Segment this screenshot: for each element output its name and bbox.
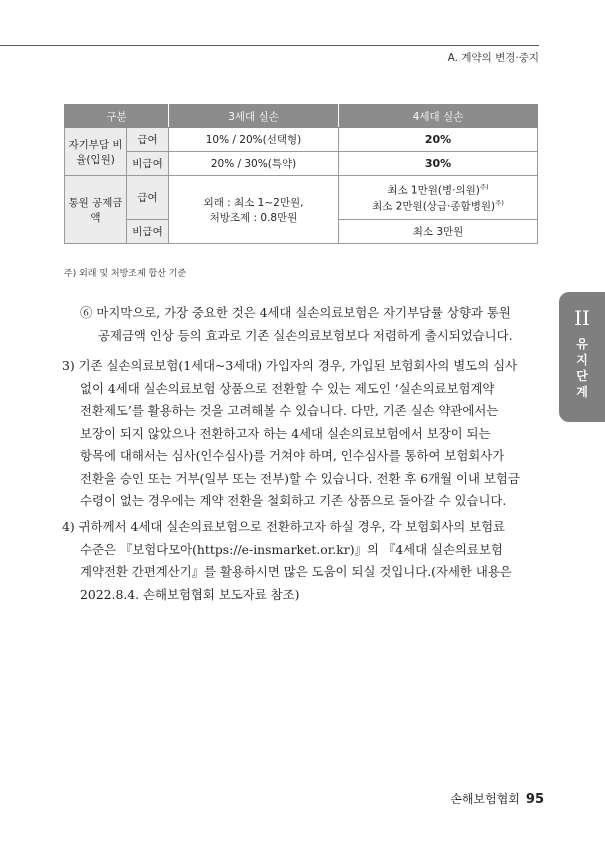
cell-value: 10% / 20%(선택형) xyxy=(169,128,339,152)
header-4th-gen: 4세대 실손 xyxy=(339,105,538,128)
cell-value: 최소 3만원 xyxy=(339,220,538,244)
nonbenefit-label: 비급여 xyxy=(127,220,169,244)
comparison-table xyxy=(64,104,538,244)
list-marker: 3) xyxy=(62,358,75,373)
footer-org: 손해보험협회 xyxy=(450,792,520,806)
table-row xyxy=(65,176,538,220)
cell-value: 30% xyxy=(339,152,538,176)
benefit-label: 급여 xyxy=(127,128,169,152)
cell-value: 20% / 30%(특약) xyxy=(169,152,339,176)
chapter-title: 유 지 단 계 xyxy=(576,337,588,399)
header-3rd-gen: 3세대 실손 xyxy=(169,105,339,128)
section-title: A. 계약의 변경·중지 xyxy=(447,52,539,64)
benefit-label: 급여 xyxy=(127,176,169,220)
header-rule xyxy=(0,45,539,46)
list-marker: ⑥ xyxy=(80,305,93,320)
chapter-numeral: II xyxy=(574,306,590,330)
nonbenefit-label: 비급여 xyxy=(127,152,169,176)
table-row xyxy=(65,128,538,152)
table-footnote: 주) 외래 및 처방조제 합산 기준 xyxy=(64,269,187,279)
table-header-row xyxy=(65,105,538,128)
list-marker: 4) xyxy=(62,519,75,534)
cell-value: 외래 : 최소 1~2만원, 처방조제 : 0.8만원 xyxy=(169,176,339,244)
paragraph-4: 4) 귀하께서 4세대 실손의료보험으로 전환하고자 하실 경우, 각 보험회사의 보험료 수준은 『보험다모아(https://e-insmarket.or.kr)』의 『4세대 실손의료보험 계약전환 간편계산기』를 활용하시면 많은 도움이 되실 것입니다.(자세한 내용은 2022.8.4. 손해보험협회 보도자료 참조) xyxy=(62,519,512,602)
header-category: 구분 xyxy=(65,105,169,128)
chapter-tab xyxy=(559,292,605,422)
paragraph-3: 3) 기존 실손의료보험(1세대~3세대) 가입자의 경우, 가입된 보험회사의 별도의 심사 없이 4세대 실손의료보험 상품으로 전환할 수 있는 제도인 ‘실손의료보험계약 전환제도’를 활용하는 것을 고려해볼 수 있습니다. 다만, 기존 실손 약관에서는 보장이 되지 않았으나 전환하고자 하는 4세대 실손의료보험에서 보장이 되는 항목에 대해서는 심사(인수심사)를 거쳐야 하며, 인수심사를 통하여 보험회사가 전환을 승인 또는 거부(일부 또는 전부)할 수 있습니다. 전환 후 6개월 이내 보험금 수령이 없는 경우에는 계약 전환을 철회하고 기존 상품으로 돌아갈 수 있습니다. xyxy=(62,358,520,508)
row-group-deductible xyxy=(65,176,127,244)
table-row xyxy=(65,152,538,176)
page-footer xyxy=(450,790,544,807)
row-group-copay xyxy=(65,128,127,176)
cell-value: 최소 1만원(병·의원)$^{주)}$ 최소 2만원(상급·종합병원)$^{주)}$ xyxy=(339,176,538,220)
paragraph-6: ⑥ 마지막으로, 가장 중요한 것은 4세대 실손의료보험은 자기부담률 상향과 통원 공제금액 인상 등의 효과로 기존 실손의료보험보다 저렴하게 출시되었습니다. xyxy=(80,305,513,343)
copay-label: 자기부담 비율(입원) xyxy=(68,138,123,166)
page-number: 95 xyxy=(525,792,544,807)
cell-value: 20% xyxy=(339,128,538,152)
deductible-label: 통원 공제금액 xyxy=(68,196,123,224)
